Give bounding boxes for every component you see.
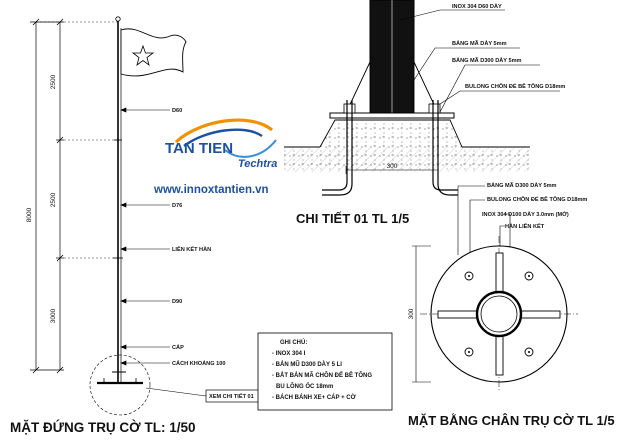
plan-view: [408, 182, 615, 428]
plan-pipe: [477, 292, 521, 336]
elevation-title: MẶT ĐỨNG TRỤ CỜ TL: 1/50: [10, 420, 196, 435]
plan-dimension: 300: [408, 308, 415, 320]
label-lien-ket-han: LIÊN KẾT HÀN: [172, 247, 212, 253]
detail-title: CHI TIẾT 01 TL 1/5: [296, 211, 410, 226]
segment-2-label: 2500: [50, 192, 57, 208]
label-cap: CÁP: [172, 345, 184, 351]
tick-marks: [33, 19, 63, 373]
callout-bulong: BULONG CHÔN ĐỂ BÊ TÔNG D18mm: [465, 84, 566, 90]
label-cach-khoang: CÁCH KHOẢNG 100: [172, 361, 226, 367]
detail-view: [284, 0, 565, 226]
callout-ban-ma-day: BẢNG MÃ DÀY 5mm: [452, 41, 507, 47]
note-line-3: - BẮT BẢN MÃ CHÔN ĐỂ BÊ TÔNG: [272, 373, 372, 379]
callout-inox-d60: INOX 304 D60 DÀY: [452, 4, 502, 10]
flag: [121, 29, 186, 76]
logo-sub: Techtra: [238, 158, 278, 170]
detail-marker-circle: [90, 355, 150, 415]
segment-1-label: 2500: [50, 74, 57, 90]
plan-callout-ban-ma: BẢNG MÃ D300 DÀY 5mm: [487, 183, 557, 189]
logo-website: www.innoxtantien.vn: [154, 184, 269, 196]
label-d76: D76: [172, 203, 183, 209]
note-line-4: BU LÔNG ỐC 18mm: [276, 384, 334, 390]
plan-callout-inox: INOX 304 D100 DÀY 3.0mm (MỞ): [482, 212, 569, 218]
logo-brand: TAN TIEN: [165, 140, 234, 157]
plan-title: MẶT BẰNG CHÂN TRỤ CỜ TL 1/5: [408, 413, 615, 428]
total-height-label: 8000: [26, 207, 33, 223]
segment-3-label: 3000: [50, 308, 57, 324]
plan-callout-bulong: BULONG CHÔN ĐỂ BÊ TÔNG D18mm: [487, 197, 588, 203]
note-line-5: - BÁCH BÁNH XE+ CÁP + CỜ: [272, 395, 356, 401]
note-line-1: - INOX 304 I: [272, 351, 306, 357]
detail-base-plate: [330, 113, 454, 118]
note-line-2: - BẢN MŨ D300 DÀY 5 LI: [272, 362, 342, 368]
notes-box: [258, 333, 392, 410]
plan-callout-han: HÀN LIÊN KẾT: [505, 224, 545, 230]
notes-heading: GHI CHÚ:: [280, 340, 308, 346]
detail-dimension: 300: [386, 163, 398, 170]
label-d60: D60: [172, 108, 183, 114]
callout-ban-ma-d300: BẢNG MÃ D300 DÀY 5mm: [452, 58, 522, 64]
company-logo: [153, 120, 277, 196]
label-d90: D90: [172, 299, 183, 305]
label-xem-chi-tiet: XEM CHI TIẾT 01: [209, 394, 254, 400]
